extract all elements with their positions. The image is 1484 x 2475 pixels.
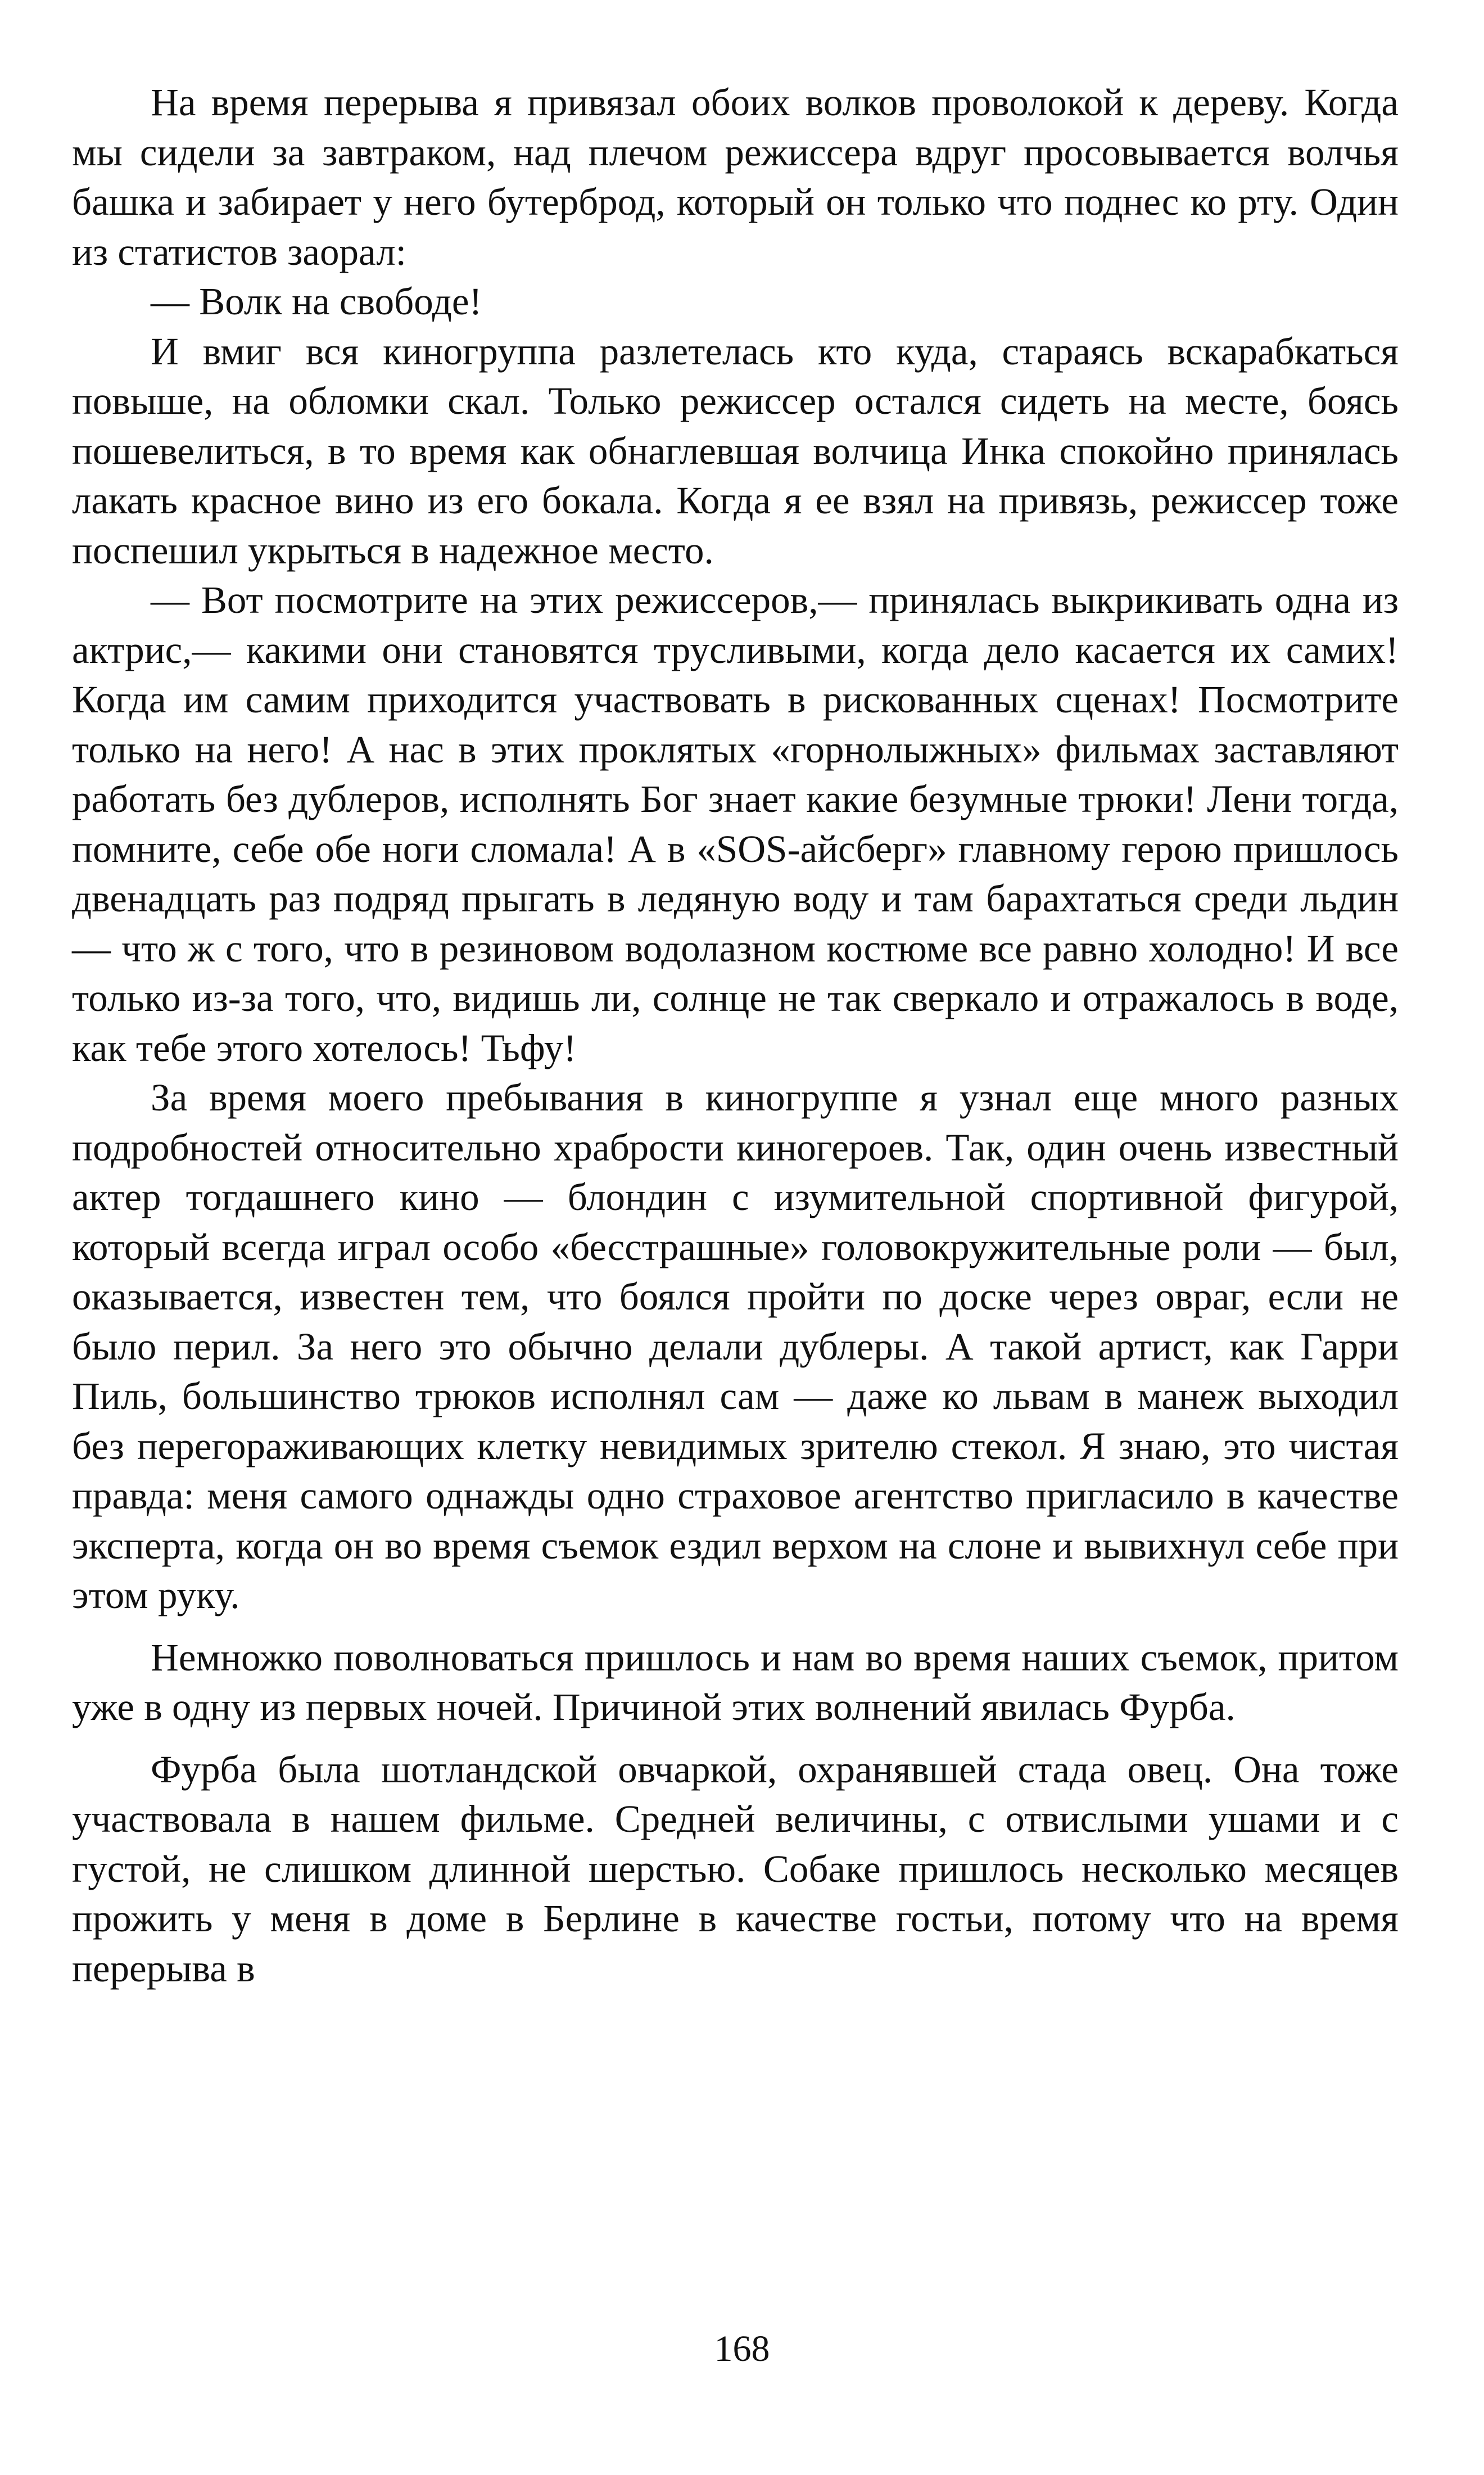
paragraph-crew-scatters: И вмиг вся киногруппа разлетелась кто куда, стараясь вскарабкаться повыше, на обломки скал. Только режиссер остался сидеть на месте, боясь пошевелиться, в то время как обнаглевшая волчица Инка спокойно принялась лакать красное вино из его бокала. Когда я ее взял на привязь, режиссер тоже поспешил укрыться в надежное место. <box>72 329 1399 572</box>
paragraph-furba-description: Фурба была шотландской овчаркой, охранявшей стада овец. Она тоже участвовала в нашем фильме. Средней величины, с отвислыми ушами и с густой, не слишком длинной шерстью. Собаке пришлось несколько месяцев прожить у меня в доме в Берлине в качестве гостьи, потому что на время перерыва в <box>72 1747 1399 1990</box>
paragraph-wolves-tied: На время перерыва я привязал обоих волков проволокой к дереву. Когда мы сидели за завтраком, над плечом режиссера вдруг просовывается волчья башка и забирает у него бутерброд, который он только что поднес ко рту. Один из статистов заорал: <box>72 81 1399 273</box>
paragraph-wolf-loose-shout: — Волк на свободе! <box>151 280 482 323</box>
page-body-text <box>72 78 1399 1993</box>
paragraph-actress-complaint: — Вот посмотрите на этих режиссеров,— принялась выкрикивать одна из актрис,— какими они становятся трусливыми, когда дело касается их самих! Когда им самим приходится участвовать в рискованных сценах! Посмотрите только на него! А нас в этих проклятых «горнолыжных» фильмах заставляют работать без дублеров, исполнять Бог знает какие безумные трюки! Лени тогда, помните, себе обе ноги сломала! А в «SOS-айсберг» главному герою пришлось двенадцать раз подряд прыгать в ледяную воду и там барахтаться среди льдин — что ж с того, что в резиновом водолазном костюме все равно холодно! И все только из-за того, что, видишь ли, солнце не так сверкало и отражалось в воде, как тебе этого хотелось! Тьфу! <box>72 579 1399 1069</box>
page-number: 168 <box>714 2328 770 2369</box>
paragraph-furba-intro: Немножко поволноваться пришлось и нам во время наших съемок, притом уже в одну из первых ночей. Причиной этих волнений явилась Фурба. <box>72 1636 1399 1728</box>
paragraph-actors-bravery: За время моего пребывания в киногруппе я узнал еще много разных подробностей относительно храбрости киногероев. Так, один очень известный актер тогдашнего кино — блондин с изумительной спортивной фигурой, который всегда играл особо «бесстрашные» головокружительные роли — был, оказывается, известен тем, что боялся пройти по доске через овраг, если не было перил. За него это обычно делали дублеры. А такой артист, как Гарри Пиль, большинство трюков исполнял сам — даже ко львам в манеж выходил без перегораживающих клетку невидимых зрителю стекол. Я знаю, это чистая правда: меня самого однажды одно страховое агентство пригласило в качестве эксперта, когда он во время съемок ездил верхом на слоне и вывихнул себе при этом руку. <box>72 1076 1399 1616</box>
